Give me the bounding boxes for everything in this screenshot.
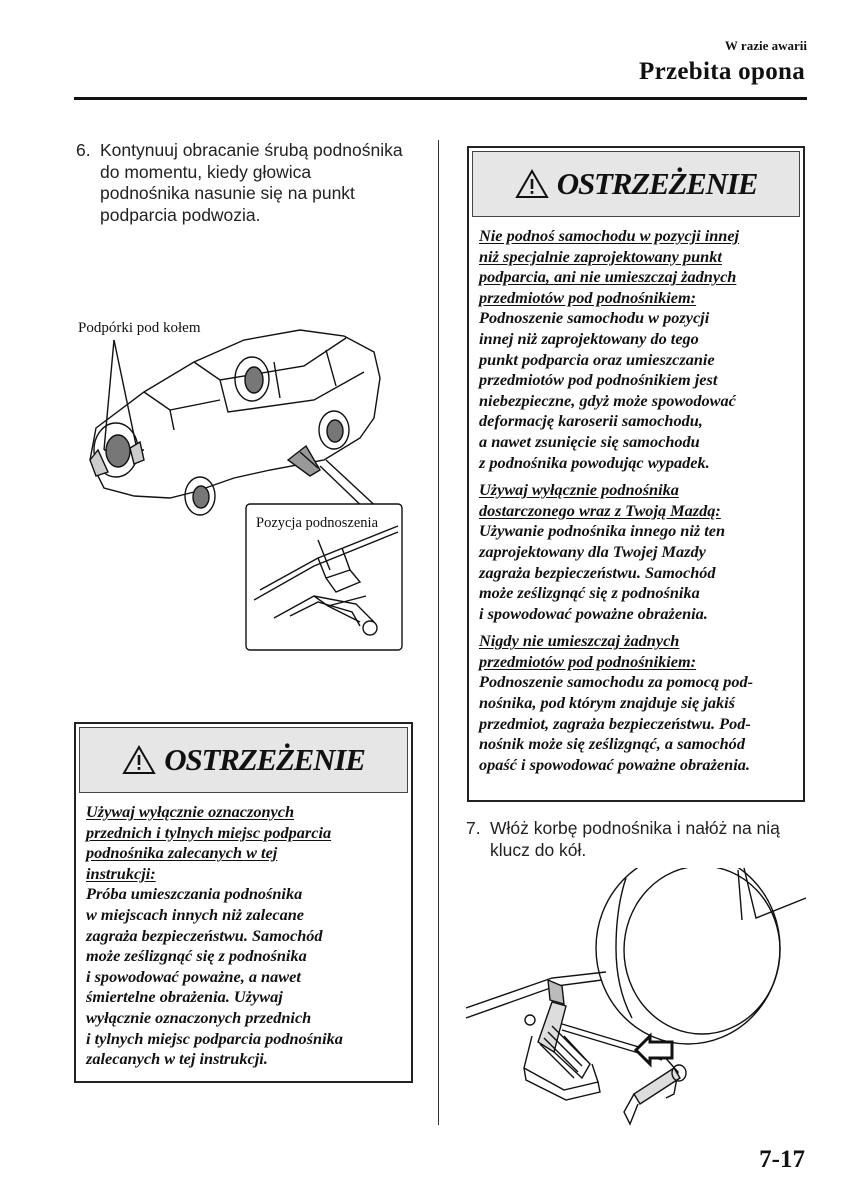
warning-triangle-icon: [122, 745, 156, 775]
step-number: 7.: [466, 818, 481, 838]
warning-body: [479, 226, 795, 775]
step-number: 6.: [76, 140, 91, 160]
warning-title: OSTRZEŻENIE: [164, 742, 365, 777]
warning-text: Próba umieszczania podnośnika w miejscach innych niż zalecane zagraża bezpieczeństwu. Samochód może ześlizgnąć się z podnośnika i spowodować poważne, a nawet śmiertelne obrażenia. Używaj wyłącznie oznaczonych przednich i tylnych miejsc podparcia podnośnika zalecanych w tej instrukcji.: [86, 884, 343, 1069]
warning-text: Podnoszenie samochodu w pozycji innej niż zaprojektowany do tego punkt podparcia oraz umieszczanie przedmiotów pod podnośnikiem jest niebezpieczne, gdyż może spowodować deformację karoserii samochodu, a nawet zsunięcie się samochodu z podnośnika powodując wypadek.: [479, 308, 736, 472]
warning-text: Podnoszenie samochodu za pomocą pod- nośnika, pod którym znajduje się jakiś przedmiot, zagraża bezpieczeństwu. Pod- nośnik może się ześlizgnąć, a samochód opaść i spowodować poważne obrażenia.: [479, 672, 754, 774]
warning-header: [472, 151, 800, 217]
warning-heading: Używaj wyłącznie podnośnika dostarczonego wraz z Twoją Mazdą:: [479, 480, 721, 520]
lift-position-label: Pozycja podnoszenia: [256, 515, 379, 531]
page-title: Przebita opona: [639, 58, 805, 85]
warning-title: OSTRZEŻENIE: [556, 166, 758, 201]
column-divider: [438, 140, 439, 1125]
warning-box-right: [467, 146, 805, 802]
step-text: Kontynuuj obracanie śrubą podnośnika do momentu, kiedy głowica podnośnika nasunie się na punkt podparcia podwozia.: [100, 140, 403, 225]
warning-heading: Nie podnoś samochodu w pozycji innej niż specjalnie zaprojektowany punkt podparcia, ani nie umieszczaj żadnych przedmiotów pod podnośnikiem:: [479, 226, 740, 307]
step-text: Włóż korbę podnośnika i nałóż na nią klucz do kół.: [490, 818, 780, 860]
jack-crank-illustration: [466, 868, 806, 1130]
car-jack-drawing: [74, 300, 414, 660]
warning-body: [86, 802, 403, 1070]
step-6: [76, 140, 426, 230]
page-number: 7-17: [759, 1146, 805, 1173]
jack-crank-drawing: [466, 868, 806, 1130]
warning-header: [79, 727, 408, 793]
warning-box-left: [74, 722, 413, 1083]
step-7: [466, 818, 806, 864]
warning-triangle-icon: [515, 169, 549, 199]
car-jack-illustration: [74, 300, 414, 660]
header-rule: [74, 97, 807, 100]
warning-text: Używanie podnośnika innego niż ten zaprojektowany dla Twojej Mazdy zagraża bezpieczeństwu. Samochód może ześlizgnąć się z podnośnika i spowodować poważne obrażenia.: [479, 521, 726, 623]
wheel-chocks-label: Podpórki pod kołem: [78, 320, 201, 336]
warning-heading: Nigdy nie umieszczaj żadnych przedmiotów pod podnośnikiem:: [479, 631, 697, 671]
section-name: W razie awarii: [724, 38, 807, 53]
warning-heading: Używaj wyłącznie oznaczonych przednich i tylnych miejsc podparcia podnośnika zalecanych w tej instrukcji:: [86, 802, 332, 883]
